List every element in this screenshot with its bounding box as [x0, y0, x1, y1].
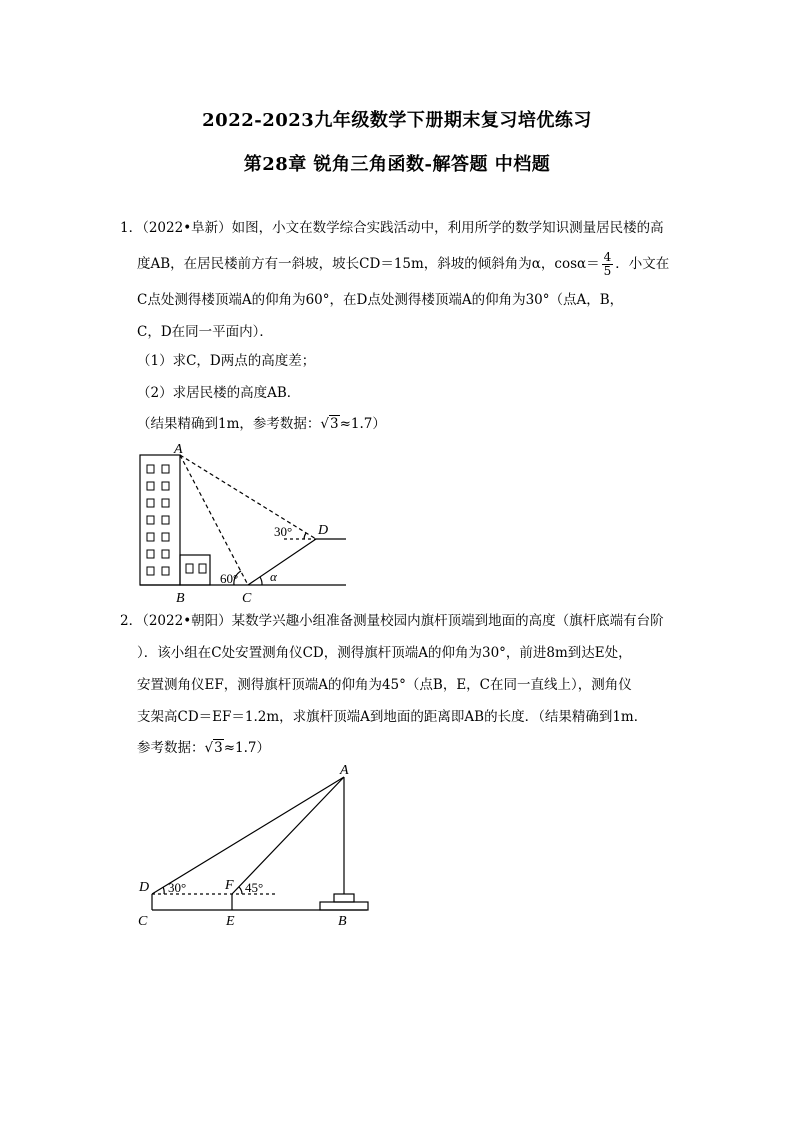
sight-line-c — [180, 455, 248, 585]
sight-line-d — [180, 455, 316, 539]
platform-top — [334, 894, 354, 902]
sqrt-value: 3 — [330, 416, 339, 432]
q1-line-4: C，D在同一平面内）． — [137, 324, 273, 340]
q2-line-5 — [137, 738, 270, 758]
figure-2 — [132, 762, 382, 932]
q1-line-7b: ≈1.7） — [339, 416, 386, 432]
label-d: D — [139, 880, 150, 895]
q1-line-1: 1．（2022•阜新）如图，小文在数学综合实践活动中，利用所学的数学知识测量居民楼的高 — [120, 220, 664, 236]
sqrt-sign: √ — [320, 416, 329, 432]
angle-label-30: 30° — [168, 880, 187, 895]
angle-arc-45 — [239, 887, 242, 894]
angle-arc-alpha — [260, 577, 262, 585]
figure-1 — [134, 440, 354, 605]
q1-line-7 — [137, 414, 386, 434]
angle-arc-30 — [304, 533, 306, 539]
q2-line-5a: 参考数据： — [137, 740, 205, 756]
label-c: C — [138, 914, 148, 929]
label-c: C — [242, 591, 252, 605]
page-title: 2022-2023九年级数学下册期末复习培优练习 — [202, 110, 592, 131]
label-f: F — [225, 878, 234, 893]
building — [140, 455, 180, 585]
fraction-numerator: 4 — [603, 250, 612, 264]
slope-line — [248, 539, 316, 585]
q2-line-1: 2．（2022•朝阳）某数学兴趣小组准备测量校园内旗杆顶端到地面的高度（旗杆底端有台阶 — [120, 613, 664, 629]
q2-line-5b: ≈1.7） — [223, 740, 270, 756]
q1-line-3: C点处测得楼顶端A的仰角为60°，在D点处测得楼顶端A的仰角为30°（点A，B， — [137, 292, 624, 308]
page-subtitle: 第28章 锐角三角函数-解答题 中档题 — [243, 154, 551, 175]
windows — [147, 465, 206, 575]
label-b: B — [338, 914, 347, 929]
platform-base — [320, 902, 368, 910]
angle-label-45: 45° — [245, 880, 264, 895]
q1-line-6: （2）求居民楼的高度AB． — [137, 385, 301, 401]
angle-label-30: 30° — [274, 524, 293, 539]
label-a: A — [174, 442, 183, 457]
sqrt-sign: √ — [204, 740, 214, 756]
q1-line-2b: ．小文在 — [615, 256, 670, 272]
q1-line-5: （1）求C，D两点的高度差； — [137, 353, 316, 369]
label-e: E — [226, 914, 235, 929]
angle-label-alpha: α — [270, 569, 277, 584]
label-b: B — [176, 591, 185, 605]
q1-line-2a: 度AB，在居民楼前方有一斜坡，坡长CD＝15m，斜坡的倾斜角为α，cosα＝ — [137, 256, 600, 272]
q1-line-7a: （结果精确到1m，参考数据： — [137, 416, 321, 432]
fraction — [602, 251, 614, 278]
fraction-denominator: 5 — [603, 264, 612, 278]
angle-label-60: 60° — [220, 571, 239, 586]
label-d: D — [318, 523, 329, 538]
angle-arc-30 — [163, 887, 164, 894]
q2-line-4: 支架高CD＝EF＝1.2m，求旗杆顶端A到地面的距离即AB的长度．（结果精确到1m． — [137, 709, 648, 725]
q2-line-3: 安置测角仪EF，测得旗杆顶端A的仰角为45°（点B，E，C在同一直线上），测角仪 — [137, 677, 632, 693]
q2-line-2: ）．该小组在C处安置测角仪CD，测得旗杆顶端A的仰角为30°，前进8m到达E处， — [137, 645, 632, 661]
label-a: A — [340, 763, 349, 778]
q1-line-2 — [137, 251, 669, 278]
sqrt-value: 3 — [214, 740, 223, 756]
